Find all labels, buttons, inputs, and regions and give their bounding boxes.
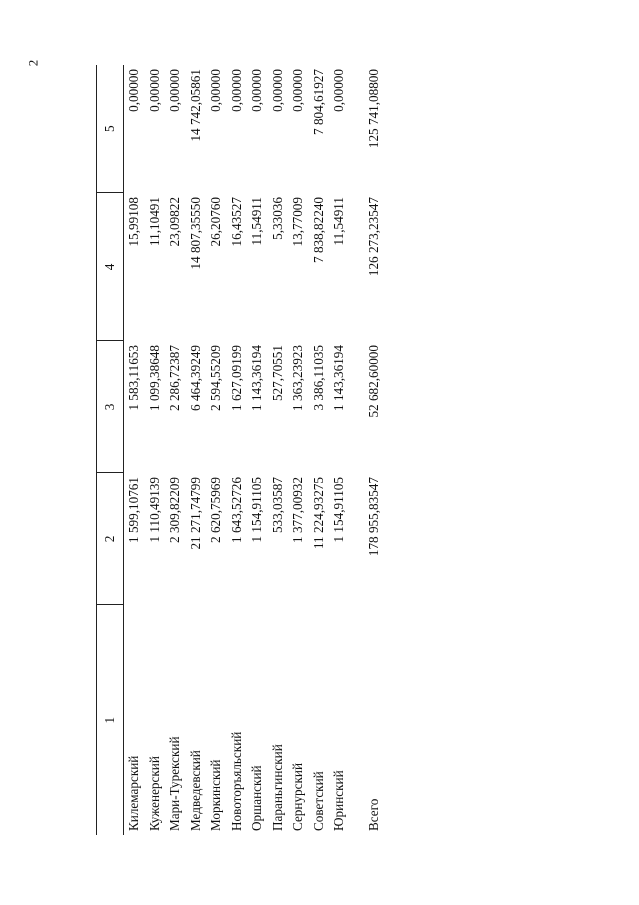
- cell-value: 13,77009: [290, 197, 305, 247]
- row-label: Килемарский: [126, 755, 141, 831]
- row-label: Новоторъяльский: [228, 731, 244, 831]
- table-body: [124, 65, 385, 835]
- table-row: [288, 65, 309, 835]
- cell-value: 7 804,61927: [310, 69, 326, 135]
- cell-value: 0,00000: [269, 69, 285, 112]
- data-table: [96, 65, 384, 835]
- cell-value: 11,54911: [249, 197, 264, 246]
- cell-value: 1 143,36194: [249, 345, 264, 411]
- cell-value: 11,10491: [146, 197, 162, 246]
- table-row: [145, 65, 166, 835]
- cell-value: 0,00000: [249, 69, 264, 112]
- table-row: [329, 65, 350, 835]
- cell-value: 0,00000: [331, 69, 346, 112]
- cell-value: 2 286,72387: [167, 345, 182, 411]
- table-row: [227, 65, 248, 835]
- cell-value: 3 386,11035: [310, 345, 326, 411]
- column-header: 4: [97, 193, 124, 341]
- cell-value: 1 599,10761: [126, 477, 141, 543]
- row-spacer: [350, 65, 364, 835]
- row-label: Юринский: [331, 770, 346, 831]
- table-header-row: [97, 65, 124, 835]
- cell-value: 1 377,00932: [290, 477, 305, 543]
- cell-value: 1 154,91105: [331, 477, 346, 543]
- row-label: Оршанский: [249, 765, 264, 831]
- row-label: Сернурский: [290, 762, 305, 831]
- page-number: 2: [25, 59, 41, 67]
- table-row: [206, 65, 227, 835]
- row-label: Советский: [310, 771, 326, 831]
- column-header: 3: [97, 341, 124, 473]
- cell-value: 533,03587: [269, 477, 285, 534]
- cell-value: 16,43527: [228, 197, 244, 247]
- cell-value: 527,70551: [269, 345, 285, 402]
- cell-value: 21 271,74799: [187, 477, 203, 550]
- cell-value: 125 741,08800: [365, 69, 381, 149]
- cell-value: 23,09822: [167, 197, 182, 247]
- cell-value: 11,54911: [331, 197, 346, 246]
- cell-value: 178 955,83547: [365, 477, 381, 557]
- cell-value: 15,99108: [126, 197, 141, 247]
- row-label: Параньгинский: [269, 744, 285, 831]
- cell-value: 126 273,23547: [365, 197, 381, 277]
- cell-value: 14 807,35550: [187, 197, 203, 270]
- cell-value: 0,00000: [208, 69, 223, 112]
- cell-value: 1 110,49139: [146, 477, 162, 543]
- cell-value: 14 742,05861: [187, 69, 203, 142]
- cell-value: 1 627,09199: [228, 345, 244, 411]
- row-label: Моркинский: [208, 759, 223, 831]
- cell-value: 0,00000: [167, 69, 182, 112]
- table-row: [268, 65, 289, 835]
- table-row: [124, 65, 145, 835]
- rotated-table-container: [96, 65, 396, 835]
- cell-value: 7 838,82240: [310, 197, 326, 263]
- cell-value: 2 594,55209: [208, 345, 223, 411]
- cell-value: 0,00000: [126, 69, 141, 112]
- cell-value: 1 143,36194: [331, 345, 346, 411]
- cell-value: 1 363,23923: [290, 345, 305, 411]
- row-label: Куженерский: [146, 756, 162, 831]
- cell-value: 52 682,60000: [365, 345, 381, 418]
- cell-value: 26,20760: [208, 197, 223, 247]
- cell-value: 1 099,38648: [146, 345, 162, 411]
- table-row: [165, 65, 186, 835]
- cell-value: 2 620,75969: [208, 477, 223, 543]
- spacer-cell: [350, 65, 364, 835]
- cell-value: 1 154,91105: [249, 477, 264, 543]
- cell-value: 11 224,93275: [310, 477, 326, 550]
- cell-value: 0,00000: [228, 69, 244, 112]
- cell-value: 0,00000: [146, 69, 162, 112]
- cell-value: 1 643,52726: [228, 477, 244, 543]
- row-label: Всего: [365, 798, 381, 831]
- table-total-row: [364, 65, 385, 835]
- cell-value: 5,33036: [269, 197, 285, 240]
- table-row: [247, 65, 268, 835]
- column-header: 1: [97, 605, 124, 835]
- column-header: 2: [97, 473, 124, 605]
- cell-value: 1 583,11653: [126, 345, 141, 411]
- column-header: 5: [97, 65, 124, 193]
- cell-value: 6 464,39249: [187, 345, 203, 411]
- row-label: Медведевский: [187, 750, 203, 831]
- cell-value: 2 309,82209: [167, 477, 182, 543]
- table-row: [309, 65, 330, 835]
- row-label: Мари-Турекский: [167, 736, 182, 831]
- table-row: [186, 65, 207, 835]
- cell-value: 0,00000: [290, 69, 305, 112]
